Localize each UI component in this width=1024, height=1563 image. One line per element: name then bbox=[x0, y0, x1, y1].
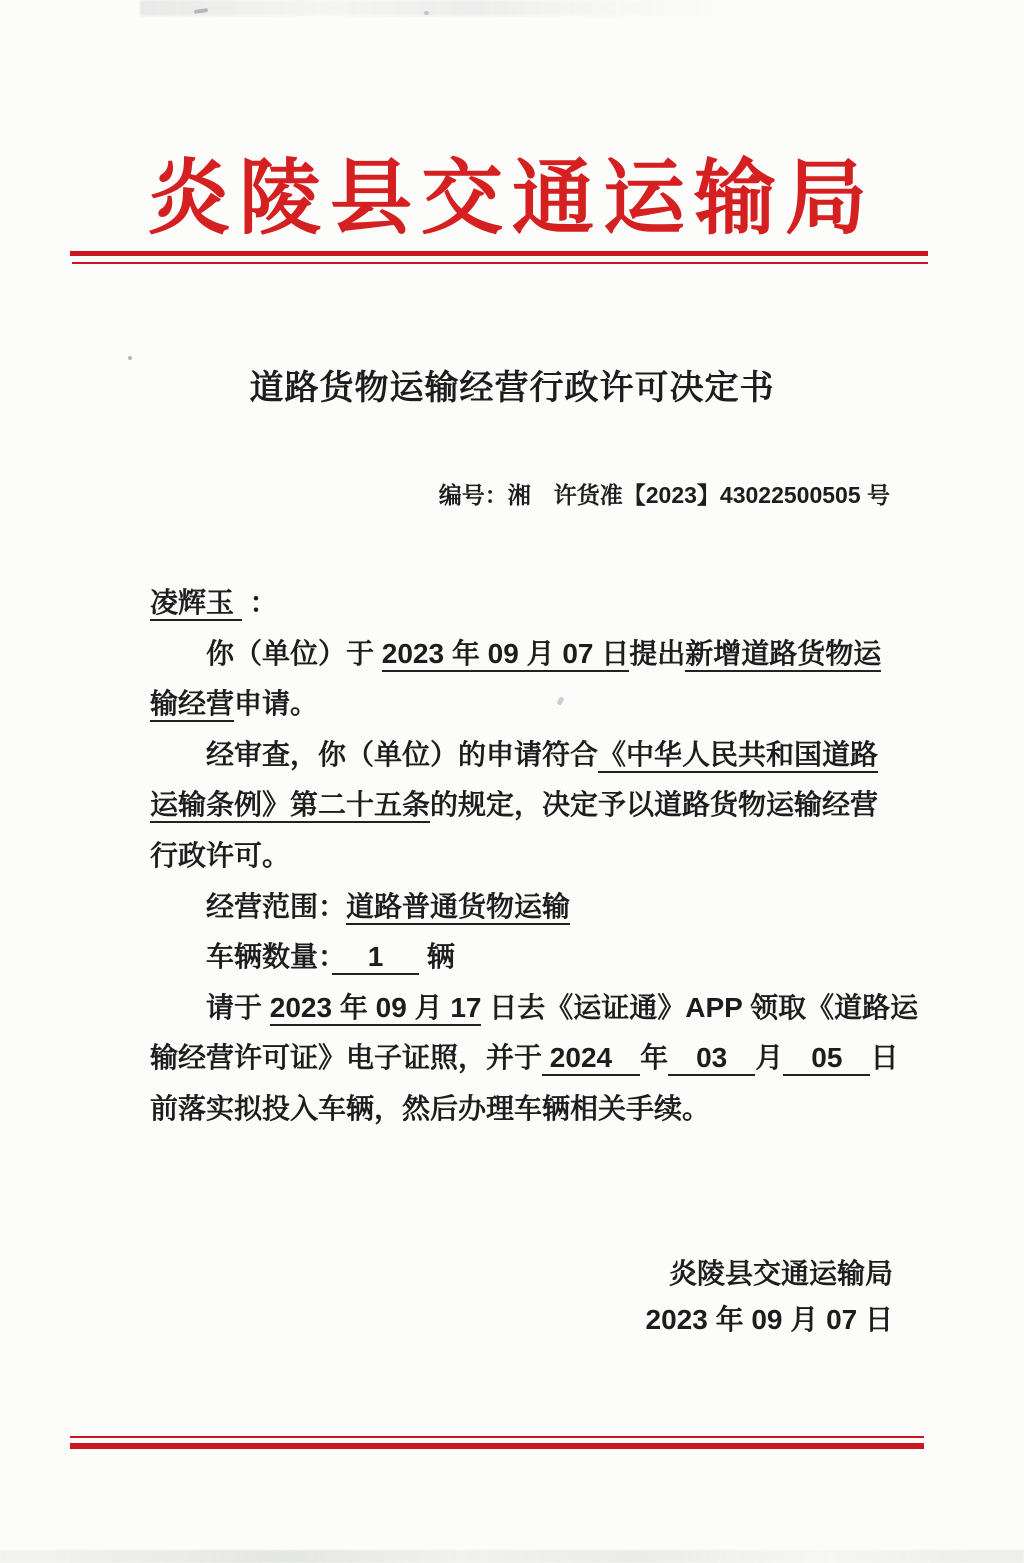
underlined-field: 道路普通货物运输 bbox=[346, 891, 570, 925]
scan-noise-bottom bbox=[0, 1550, 1024, 1563]
body-line bbox=[150, 1084, 930, 1135]
text-segment: 行政许可。 bbox=[150, 839, 291, 871]
text-segment: 的规定，决定予以道路货物运输经营 bbox=[430, 789, 879, 821]
body-line bbox=[150, 730, 930, 781]
body-line bbox=[150, 679, 930, 730]
text-segment: 申请。 bbox=[234, 688, 319, 720]
underlined-field: 《中华人民共和国道路 bbox=[598, 739, 878, 773]
signature-block bbox=[646, 1251, 893, 1343]
footer-rule-thin bbox=[70, 1436, 924, 1438]
letterhead-rule-thin bbox=[72, 262, 928, 264]
text-segment: 日 bbox=[870, 1042, 899, 1074]
body-line bbox=[150, 932, 930, 983]
body-line bbox=[150, 1033, 930, 1084]
underlined-field: 输经营 bbox=[150, 688, 234, 722]
underlined-field: 新增道路货物运 bbox=[685, 638, 881, 672]
text-segment: 年 bbox=[640, 1042, 669, 1074]
text-segment: 日去《运证通》APP 领取《道路运 bbox=[481, 991, 919, 1023]
document-body bbox=[150, 578, 930, 1135]
text-segment: 月 bbox=[755, 1042, 784, 1074]
text-segment: 提出 bbox=[629, 637, 686, 669]
agency-letterhead-title: 炎陵县交通运输局 bbox=[147, 153, 876, 244]
underlined-field: 2023 年 09 月 17 bbox=[270, 992, 482, 1026]
letterhead-rule-thick bbox=[70, 251, 928, 256]
scan-speck bbox=[424, 11, 429, 15]
footer-rule-thick bbox=[70, 1443, 924, 1449]
body-line bbox=[150, 882, 930, 933]
text-segment: 你（单位）于 bbox=[150, 637, 382, 669]
text-segment: ： bbox=[241, 587, 278, 618]
text-segment: 经营范围： bbox=[150, 890, 347, 922]
text-segment: 前落实拟投入车辆，然后办理车辆相关手续。 bbox=[150, 1092, 711, 1124]
text-segment: 经审查，你（单位）的申请符合 bbox=[150, 738, 599, 770]
body-line bbox=[150, 629, 930, 680]
body-line bbox=[150, 831, 930, 882]
underlined-field: 运输条例》第二十五条 bbox=[150, 789, 430, 823]
underlined-field: 05 bbox=[783, 1042, 870, 1076]
text-segment: 输经营许可证》电子证照，并于 bbox=[150, 1042, 543, 1074]
body-line bbox=[150, 780, 930, 831]
body-line bbox=[150, 578, 930, 629]
text-segment: 辆 bbox=[419, 941, 455, 973]
scan-speck bbox=[194, 8, 208, 14]
signature-org: 炎陵县交通运输局 bbox=[668, 1258, 893, 1289]
underlined-field: 2024 bbox=[542, 1042, 640, 1076]
underlined-field: 1 bbox=[332, 941, 419, 975]
scan-noise-top bbox=[140, 0, 740, 16]
underlined-field: 2023 年 09 月 07 日 bbox=[382, 638, 629, 672]
underlined-field: 03 bbox=[668, 1042, 755, 1076]
text-segment: 车辆数量： bbox=[150, 941, 333, 973]
document-title: 道路货物运输经营行政许可决定书 bbox=[249, 369, 775, 407]
body-line bbox=[150, 983, 930, 1034]
text-segment: 请于 bbox=[150, 991, 270, 1023]
document-number: 编号：湘 许货准【2023】43022500505 号 bbox=[438, 482, 890, 508]
signature-date: 2023 年 09 月 07 日 bbox=[645, 1304, 893, 1335]
underlined-field: 凌辉玉 bbox=[150, 587, 242, 621]
